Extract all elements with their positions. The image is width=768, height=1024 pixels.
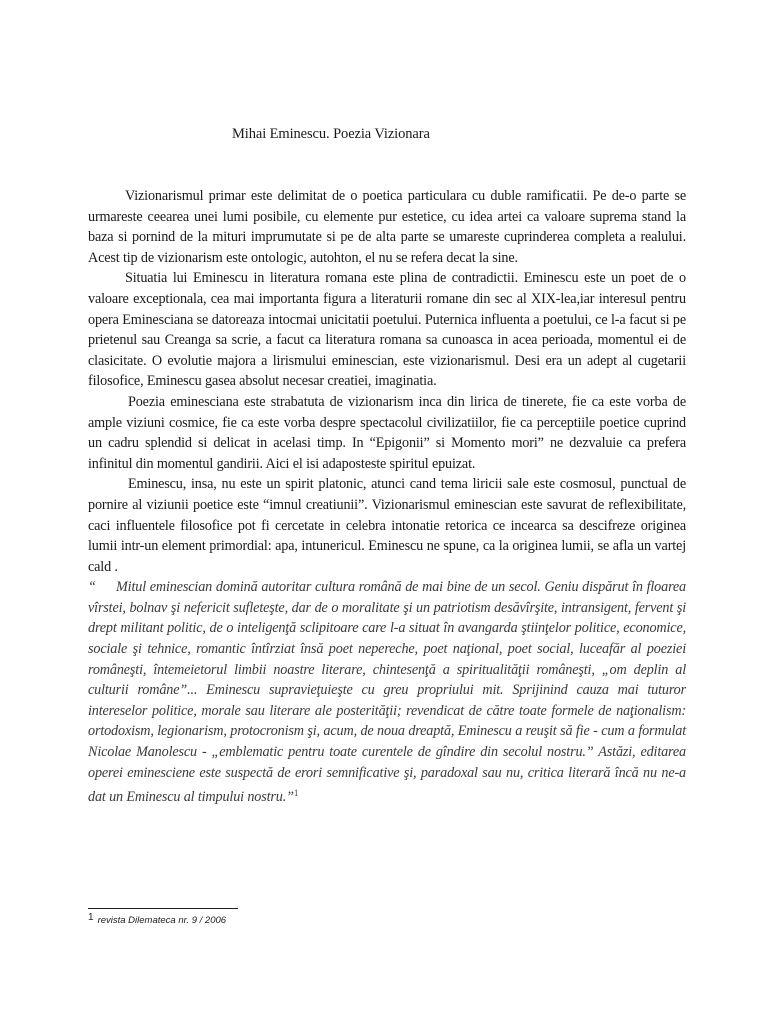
block-quote bbox=[88, 577, 686, 808]
page-title: Mihai Eminescu. Poezia Vizionara bbox=[232, 126, 430, 142]
footnote-text: revista Dilemateca nr. 9 / 2006 bbox=[97, 915, 227, 926]
paragraph-3: Poezia eminesciana este strabatuta de vizionarism inca din lirica de tinerete, fie ca este vorba de ample viziuni cosmice, fie ca este vorba despre spectacolul civilizatiilor, fie ca perceptiile poetice cuprind un cadru splendid si delicat in acelasi timp. In “Epigonii” si Momento mori” ne dezvaluie ca prefera infinitul din momentul gandirii. Aici el isi adaposteste spiritul epuizat. bbox=[88, 393, 686, 472]
footnote-number: 1 bbox=[88, 912, 94, 923]
quote-text: Mitul eminescian domină autoritar cultura română de mai bine de un secol. Geniu dispărut în floarea vîrstei, bolnav şi nefericit sufleteşte, dar de o moralitate şi un patriotism desăvîrşite, intransigent, fervent şi drept militant politic, de o inteligenţă sclipitoare care l-a situat în avangarda ştiinţelor politice, economice, sociale şi tehnice, romantic întîrziat însă poet nepereche, poet naţional, poet social, luceafăr al poeziei româneşti, întemeietorul limbii noastre literare, chintesenţă a spiritualităţii româneşti, „om deplin al culturii române”... Eminescu supravieţuieşte cu greu propriului mit. Sprijinind cauza mai tuturor intereselor politice, morale sau literare ale posterităţii; revendicat de către toate formele de naţionalism: ortodoxism, legionarism, protocronism şi, acum, de noua dreaptă, Eminescu a reuşit să fie - cum a formulat Nicolae Manolescu - „emblematic pentru toate curentele de gîndire din secolul nostru.” Astăzi, editarea operei eminesciene este suspectă de erori semnificative şi, paradoxal sau nu, critica literară încă nu ne-a dat un Eminescu al timpului nostru.” bbox=[88, 579, 686, 806]
footnote-reference[interactable]: 1 bbox=[293, 788, 299, 799]
quote-open-mark: “ bbox=[88, 579, 96, 596]
footnote bbox=[88, 911, 226, 928]
paragraph-2: Situatia lui Eminescu in literatura romana este plina de contradictii. Eminescu este un poet de o valoare exceptionala, cea mai importanta figura a literaturii romane din sec al XIX-lea,iar interesul pentru opera Eminesciana se datoreaza intocmai unicitatii poetului. Puternica influenta a poetului, ce l-a facut si pe prietenul sau Creanga sa scrie, a facut ca literatura romana sa cunoasca in acea perioada, momentul ei de clasicitate. O evolutie majora a lirismului eminescian, este vizionarismul. Desi era un adept al cugetarii filosofice, Eminescu gasea absolut necesar creatiei, imaginatia. bbox=[88, 270, 686, 390]
paragraph-4: Eminescu, insa, nu este un spirit platonic, atunci cand tema liricii sale este cosmosul, punctual de pornire al viziunii poetice este “imnul creatiunii”. Vizionarismul eminescian este savurat de reflexibilitate, caci influentele filosofice pot fi cercetate in celebra intonatie retorica ce incearca sa descifreze originea lumii intr-un element primordial: apa, intunericul. Eminescu ne spune, ca la originea lumii, se afla un vartej cald . bbox=[88, 476, 686, 575]
document-body bbox=[88, 186, 686, 808]
paragraph-1: Vizionarismul primar este delimitat de o poetica particulara cu duble ramificatii. Pe de-o parte se urmareste ceearea unei lumi posibile, cu elemente pur estetice, cu idea artei ca valoare suprema stand la baza si pornind de la mituri imprumutate si pe de alta parte se umareste cuprinderea completa a realului. Acest tip de vizionarism este ontologic, autohton, el nu se refera decat la sine. bbox=[88, 188, 686, 266]
footnote-divider bbox=[88, 908, 238, 909]
